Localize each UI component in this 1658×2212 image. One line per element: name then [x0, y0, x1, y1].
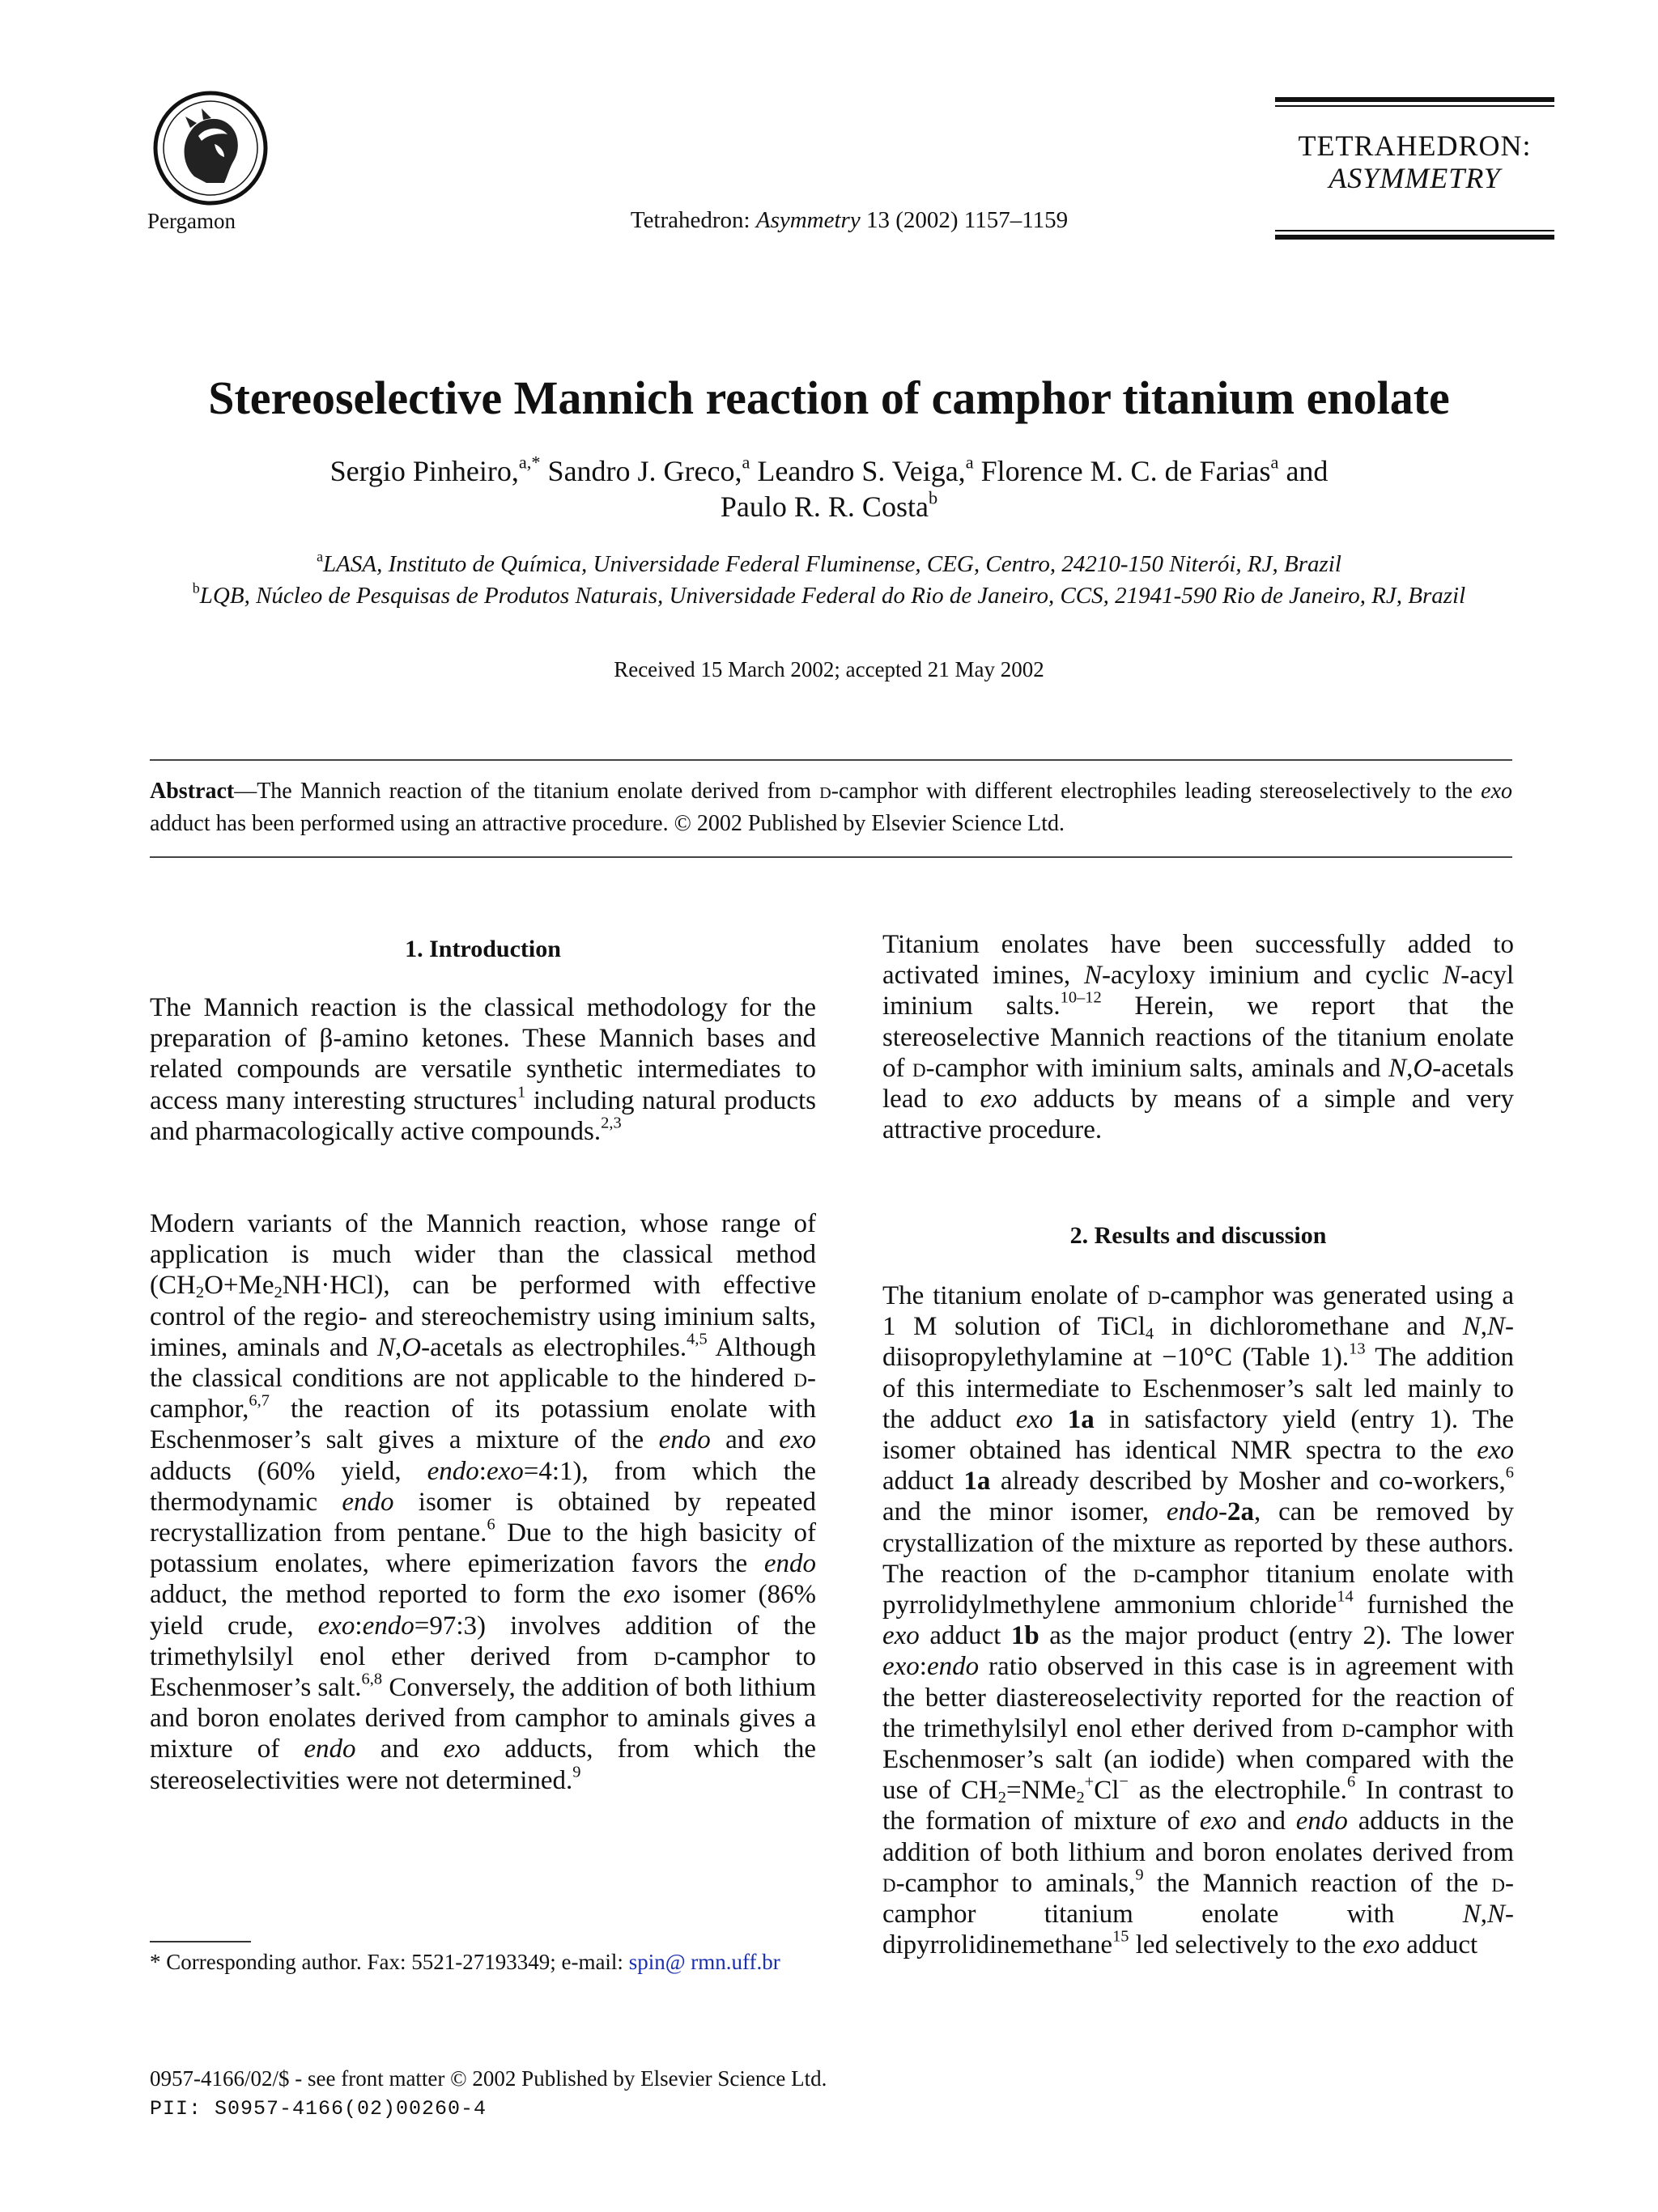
elsevier-tree-logo-icon [150, 87, 271, 209]
corresponding-author-footnote: * Corresponding author. Fax: 5521-27193349; e-mail: spin@ rmn.uff.br [150, 1950, 780, 1974]
article-title: Stereoselective Mannich reaction of camphor titanium enolate [208, 371, 1450, 424]
abstract-rule-top [150, 759, 1512, 761]
author: Sandro J. Greco,$^a$ [547, 452, 750, 487]
publisher-name: Pergamon [147, 209, 236, 233]
footnote-rule [150, 1941, 251, 1942]
affiliation: $^b$LQB, Núcleo de Pesquisas de Produtos Naturais, Universidade Federal do Rio de Janeiro, CCS, 21941-590 Rio de Janeiro, RJ, Brazil [192, 580, 1466, 609]
intro-paragraph-3: Titanium enolates have been successfully added to activated imines, N-acyloxy iminium and cyclic N-acyl iminium salts.$^{10-12}$ Herein, we report that the stereoselective Mannich reactions of the titanium enolate of d-camphor with iminium salts, aminals and N,O-acetals lead to exo adducts by means of a simple and very attractive procedure. [882, 930, 1515, 1145]
section-heading-results: 2. Results and discussion [1069, 1222, 1327, 1249]
affiliation: $^a$LASA, Instituto de Química, Universidade Federal Fluminense, CEG, Centro, 24210-150 Niterói, RJ, Brazil [317, 548, 1341, 577]
author: Paulo R. R. Costa$^b$ [720, 487, 938, 523]
masthead-rule-bottom-thin [1275, 230, 1554, 231]
author: Leandro S. Veiga,$^a$ [757, 452, 974, 487]
abstract-label: Abstract [150, 779, 235, 804]
pii-line: PII: S0957-4166(02)00260-4 [150, 2097, 487, 2121]
email-link[interactable]: spin@ rmn.uff.br [628, 1950, 780, 1974]
section-heading-introduction: 1. Introduction [405, 936, 561, 962]
masthead-title: TETRAHEDRON: [1298, 129, 1532, 162]
author-list [121, 453, 1537, 524]
affiliations [121, 549, 1537, 612]
masthead-subtitle: ASYMMETRY [1329, 162, 1501, 194]
abstract: Abstract—The Mannich reaction of the titanium enolate derived from d-camphor with different electrophiles leading stereoselectively to the exo adduct has been performed using an attractive procedure. © 2002 Published by Elsevier Science Ltd. [150, 779, 1512, 836]
masthead-rule-bottom [1275, 235, 1554, 240]
volume-pages: 13 (2002) 1157–1159 [865, 207, 1069, 233]
journal-name-italic: Asymmetry [755, 207, 861, 233]
journal-name: Tetrahedron: [630, 207, 750, 233]
front-matter-line: 0957-4166/02/$ - see front matter © 2002 Published by Elsevier Science Ltd. [150, 2066, 827, 2091]
intro-paragraph-2: Modern variants of the Mannich reaction, whose range of application is much wider than the classical method $(CH_2O+Me_2NH\cdot HCl)$, can be performed with effective control of the regio- and stereochemistry using iminium salts, imines, aminals and N,O-acetals as electrophiles.$^{4,5}$ Although the classical conditions are not applicable to the hindered d-camphor,$^{6,7}$ the reaction of its potassium enolate with Eschenmoser’s salt gives a mixture of the endo and exo adducts (60% yield, endo:exo=4:1), from which the thermodynamic endo isomer is obtained by repeated recrystallization from pentane.$^6$ Due to the high basicity of potassium enolates, where epimerization favors the endo adduct, the method reported to form the exo isomer (86% yield crude, exo:endo=97:3) involves addition of the trimethylsilyl enol ether derived from d-camphor to Eschenmoser’s salt.$^{6,8}$ Conversely, the addition of both lithium and boron enolates derived from camphor to aminals gives a mixture of endo and exo adducts, from which the stereoselectivities were not determined.$^9$ [150, 1209, 816, 1795]
intro-paragraph-1: The Mannich reaction is the classical methodology for the preparation of β-amino ketones. These Mannich bases and related compounds are versatile synthetic intermediates to access many interesting structures$^1$ including natural products and pharmacologically active compounds.$^{2,3}$ [150, 993, 817, 1146]
journal-masthead [1275, 97, 1554, 240]
received-dates: Received 15 March 2002; accepted 21 May 2002 [614, 657, 1044, 681]
abstract-rule-bottom [150, 856, 1512, 858]
masthead-rule-top-thin [1275, 105, 1554, 107]
author: Florence M. C. de Farias$^a$ [980, 452, 1279, 487]
masthead-rule-top [1275, 97, 1554, 102]
results-paragraph-1: The titanium enolate of d-camphor was generated using a 1 M solution of TiCl$_4$ in dichloromethane and N,N-diisopropylethylamine at −10°C (Table 1).$^{13}$ The addition of this intermediate to Eschenmoser’s salt led mainly to the adduct exo 1a in satisfactory yield (entry 1). The isomer obtained has identical NMR spectra to the exo adduct 1a already described by Mosher and co-workers,$^6$ and the minor isomer, endo-2a, can be removed by crystallization of the mixture as reported by these authors. The reaction of the d-camphor titanium enolate with pyrrolidylmethylene ammonium chloride$^{14}$ furnished the exo adduct 1b as the major product (entry 2). The lower exo:endo ratio observed in this case is in agreement with the better diastereoselectivity reported for the reaction of the trimethylsilyl enol ether derived from d-camphor with Eschenmoser’s salt (an iodide) when compared with the use of $CH_2=NMe_2^+Cl^-$ as the electrophile.$^6$ In contrast to the formation of mixture of exo and endo adducts in the addition of both lithium and boron enolates derived from d-camphor to aminals,$^9$ the Mannich reaction of the d-camphor titanium enolate with N,N-dipyrrolidinemethane$^{15}$ led selectively to the exo adduct [882, 1281, 1515, 1960]
author-conjunction: and [1286, 455, 1329, 487]
author: Sergio Pinheiro,$^{a,*}$ [329, 452, 541, 487]
copyright-block [150, 2064, 827, 2124]
